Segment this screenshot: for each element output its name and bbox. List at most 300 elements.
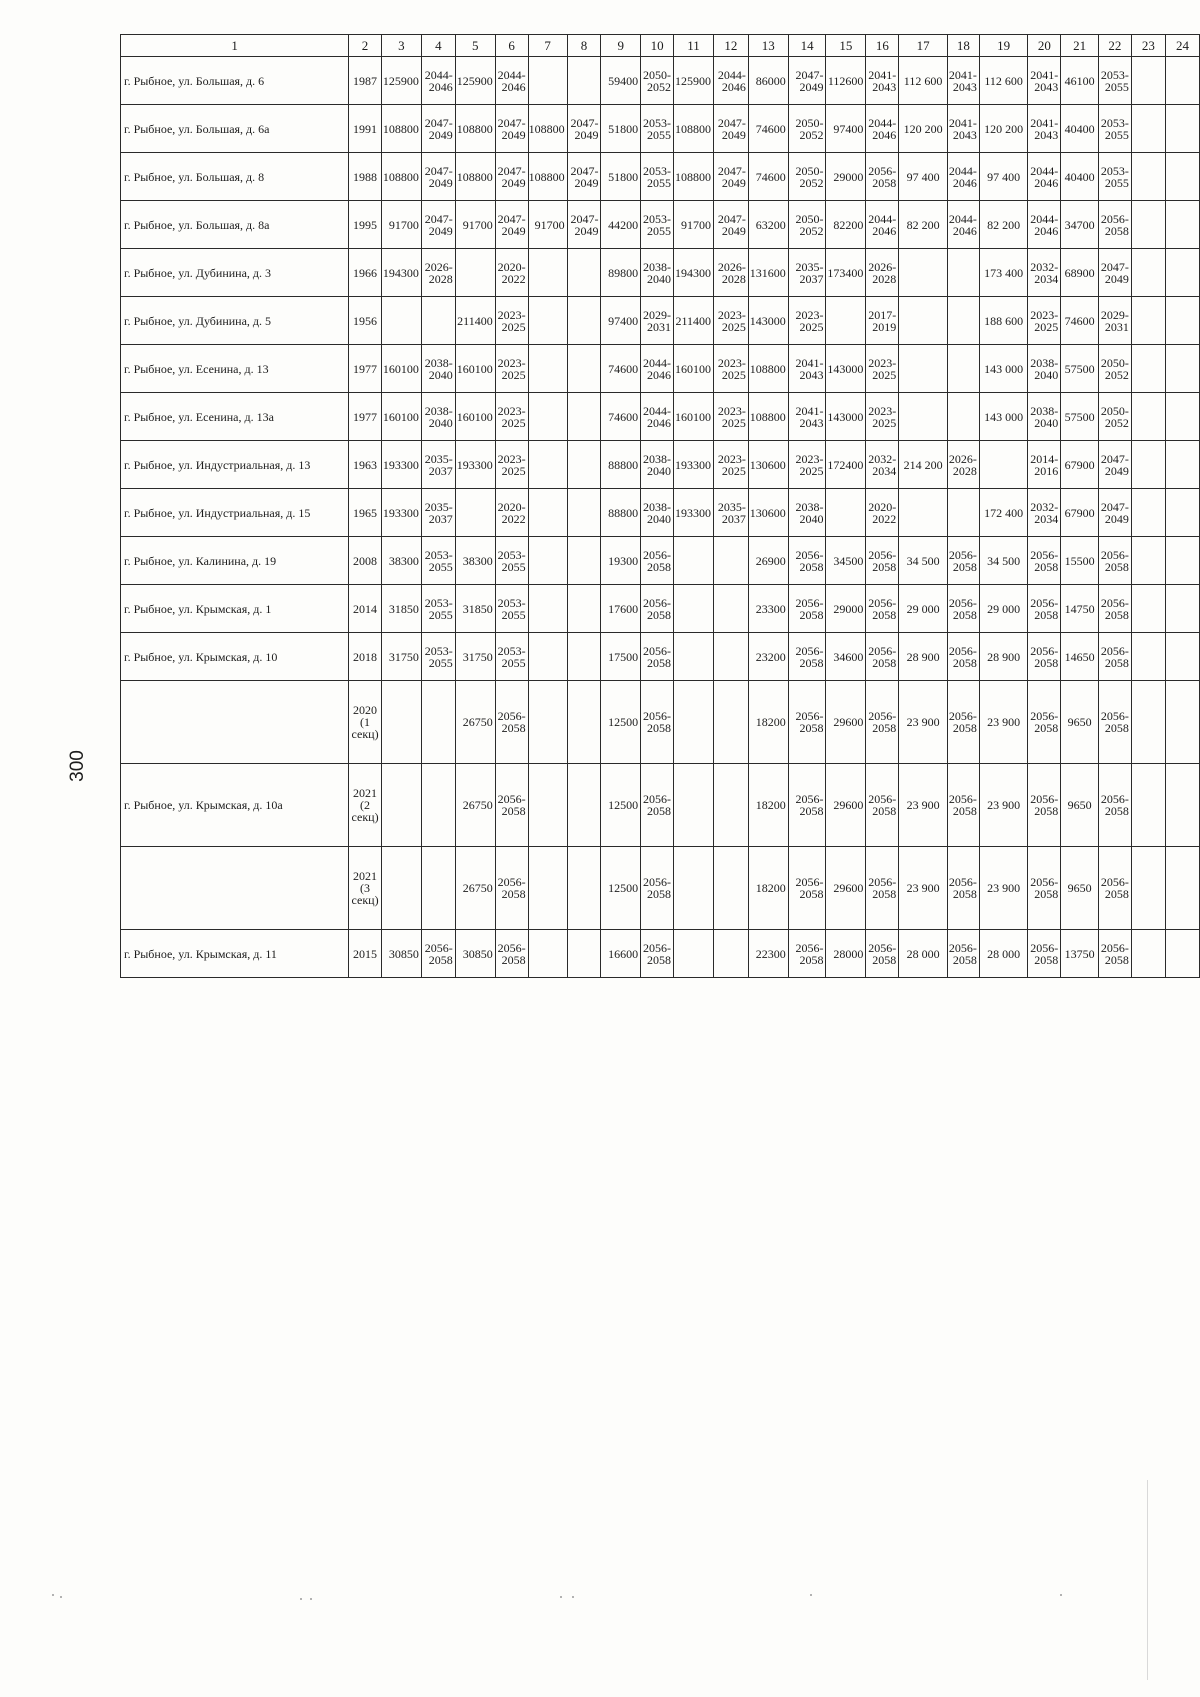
table-row bbox=[121, 537, 1200, 585]
cell-c19: 28 000 bbox=[979, 930, 1028, 978]
column-number-17: 17 bbox=[899, 35, 948, 57]
cell-c19: 120 200 bbox=[979, 105, 1028, 153]
address-text: г. Рыбное, ул. Большая, д. 6а bbox=[124, 121, 270, 136]
cell-c8 bbox=[567, 345, 601, 393]
address-text: г. Рыбное, ул. Есенина, д. 13 bbox=[124, 361, 269, 376]
cell-c9: 12500 bbox=[601, 681, 641, 764]
cell-c22: 2056-2058 bbox=[1098, 633, 1131, 681]
cell-c12: 2047-2049 bbox=[714, 153, 749, 201]
cell-c9: 51800 bbox=[601, 105, 641, 153]
cell-c21: 9650 bbox=[1061, 847, 1099, 930]
cell-c11 bbox=[674, 633, 714, 681]
cell-c24 bbox=[1165, 847, 1199, 930]
cell-c7 bbox=[528, 489, 567, 537]
cell-c13: 130600 bbox=[748, 441, 788, 489]
cell-year: 1965 bbox=[349, 489, 382, 537]
address-text: г. Рыбное, ул. Есенина, д. 13а bbox=[124, 409, 274, 424]
cell-c17 bbox=[899, 345, 948, 393]
cell-c8 bbox=[567, 633, 601, 681]
column-number-7: 7 bbox=[528, 35, 567, 57]
address-text: г. Рыбное, ул. Большая, д. 8 bbox=[124, 169, 265, 184]
cell-c14: 2056-2058 bbox=[788, 585, 826, 633]
cell-year: 1995 bbox=[349, 201, 382, 249]
cell-c12 bbox=[714, 764, 749, 847]
column-number-19: 19 bbox=[979, 35, 1028, 57]
cell-c18: 2044-2046 bbox=[947, 153, 979, 201]
cell-c15 bbox=[826, 489, 866, 537]
cell-c13: 130600 bbox=[748, 489, 788, 537]
cell-c19: 28 900 bbox=[979, 633, 1028, 681]
cell-c13: 86000 bbox=[748, 57, 788, 105]
cell-c6: 2053-2055 bbox=[495, 633, 528, 681]
cell-c5: 211400 bbox=[455, 297, 495, 345]
cell-c17 bbox=[899, 489, 948, 537]
cell-c5 bbox=[455, 489, 495, 537]
address-text: г. Рыбное, ул. Крымская, д. 10 bbox=[124, 649, 278, 664]
cell-year: 2021 (2 секц) bbox=[349, 764, 382, 847]
cell-c21: 9650 bbox=[1061, 764, 1099, 847]
cell-c16: 2044-2046 bbox=[866, 105, 899, 153]
cell-c7 bbox=[528, 847, 567, 930]
table-row bbox=[121, 764, 1200, 847]
cell-c19: 97 400 bbox=[979, 153, 1028, 201]
cell-c11: 91700 bbox=[674, 201, 714, 249]
cell-c11: 108800 bbox=[674, 153, 714, 201]
cell-c16: 2056-2058 bbox=[866, 764, 899, 847]
cell-c13: 22300 bbox=[748, 930, 788, 978]
cell-c5: 125900 bbox=[455, 57, 495, 105]
cell-c5: 91700 bbox=[455, 201, 495, 249]
cell-c10: 2053-2055 bbox=[641, 201, 674, 249]
cell-c3: 31850 bbox=[381, 585, 421, 633]
cell-c9: 88800 bbox=[601, 441, 641, 489]
cell-c4: 2038-2040 bbox=[421, 345, 455, 393]
cell-c3: 194300 bbox=[381, 249, 421, 297]
cell-c21: 9650 bbox=[1061, 681, 1099, 764]
cell-c20: 2056-2058 bbox=[1028, 633, 1061, 681]
cell-c22: 2056-2058 bbox=[1098, 537, 1131, 585]
cell-c3: 91700 bbox=[381, 201, 421, 249]
cell-c18: 2056-2058 bbox=[947, 585, 979, 633]
cell-c18: 2056-2058 bbox=[947, 847, 979, 930]
cell-c16: 2044-2046 bbox=[866, 201, 899, 249]
cell-c22: 2047-2049 bbox=[1098, 489, 1131, 537]
cell-c15: 29600 bbox=[826, 681, 866, 764]
table-row bbox=[121, 57, 1200, 105]
column-number-3: 3 bbox=[381, 35, 421, 57]
cell-c19 bbox=[979, 441, 1028, 489]
cell-c18 bbox=[947, 489, 979, 537]
cell-c7 bbox=[528, 441, 567, 489]
cell-c8: 2047-2049 bbox=[567, 201, 601, 249]
cell-c10: 2029-2031 bbox=[641, 297, 674, 345]
cell-c14: 2041-2043 bbox=[788, 393, 826, 441]
cell-c13: 26900 bbox=[748, 537, 788, 585]
cell-c17 bbox=[899, 393, 948, 441]
cell-c24 bbox=[1165, 930, 1199, 978]
cell-c17: 28 000 bbox=[899, 930, 948, 978]
cell-c6: 2023-2025 bbox=[495, 441, 528, 489]
cell-c24 bbox=[1165, 633, 1199, 681]
cell-c5: 108800 bbox=[455, 105, 495, 153]
cell-c14: 2047-2049 bbox=[788, 57, 826, 105]
cell-c11: 193300 bbox=[674, 441, 714, 489]
cell-c8 bbox=[567, 489, 601, 537]
address-text: г. Рыбное, ул. Калинина, д. 19 bbox=[124, 553, 277, 568]
column-number-4: 4 bbox=[421, 35, 455, 57]
column-number-1: 1 bbox=[121, 35, 349, 57]
cell-c13: 18200 bbox=[748, 681, 788, 764]
cell-c22: 2053-2055 bbox=[1098, 153, 1131, 201]
address-cell bbox=[121, 345, 349, 393]
cell-c6: 2023-2025 bbox=[495, 297, 528, 345]
cell-c6: 2056-2058 bbox=[495, 847, 528, 930]
cell-c19: 188 600 bbox=[979, 297, 1028, 345]
cell-c21: 46100 bbox=[1061, 57, 1099, 105]
cell-c19: 23 900 bbox=[979, 847, 1028, 930]
cell-c16: 2041-2043 bbox=[866, 57, 899, 105]
cell-c9: 59400 bbox=[601, 57, 641, 105]
cell-year: 1966 bbox=[349, 249, 382, 297]
cell-c9: 19300 bbox=[601, 537, 641, 585]
cell-c5: 160100 bbox=[455, 345, 495, 393]
cell-c22: 2056-2058 bbox=[1098, 847, 1131, 930]
cell-c4: 2047-2049 bbox=[421, 153, 455, 201]
cell-c9: 51800 bbox=[601, 153, 641, 201]
cell-c13: 74600 bbox=[748, 153, 788, 201]
cell-c16: 2056-2058 bbox=[866, 153, 899, 201]
cell-c22: 2056-2058 bbox=[1098, 681, 1131, 764]
cell-year: 1977 bbox=[349, 393, 382, 441]
cell-c11 bbox=[674, 537, 714, 585]
cell-c12: 2023-2025 bbox=[714, 345, 749, 393]
cell-c23 bbox=[1131, 681, 1165, 764]
cell-c24 bbox=[1165, 105, 1199, 153]
cell-c22: 2056-2058 bbox=[1098, 201, 1131, 249]
cell-c15: 143000 bbox=[826, 393, 866, 441]
table-row bbox=[121, 633, 1200, 681]
cell-c17 bbox=[899, 297, 948, 345]
cell-c19: 143 000 bbox=[979, 345, 1028, 393]
cell-c18 bbox=[947, 297, 979, 345]
cell-c24 bbox=[1165, 57, 1199, 105]
cell-c5: 26750 bbox=[455, 764, 495, 847]
cell-c21: 14750 bbox=[1061, 585, 1099, 633]
cell-c20: 2032-2034 bbox=[1028, 249, 1061, 297]
cell-c18: 2056-2058 bbox=[947, 633, 979, 681]
cell-c17: 23 900 bbox=[899, 847, 948, 930]
cell-c4: 2035-2037 bbox=[421, 489, 455, 537]
cell-c15: 173400 bbox=[826, 249, 866, 297]
column-number-8: 8 bbox=[567, 35, 601, 57]
cell-c15: 34500 bbox=[826, 537, 866, 585]
cell-c24 bbox=[1165, 201, 1199, 249]
cell-c11: 211400 bbox=[674, 297, 714, 345]
address-text: г. Рыбное, ул. Индустриальная, д. 13 bbox=[124, 457, 311, 472]
address-text: г. Рыбное, ул. Большая, д. 8а bbox=[124, 217, 270, 232]
cell-c23 bbox=[1131, 153, 1165, 201]
cell-c14: 2056-2058 bbox=[788, 633, 826, 681]
cell-c6: 2053-2055 bbox=[495, 585, 528, 633]
column-number-11: 11 bbox=[674, 35, 714, 57]
cell-c11: 160100 bbox=[674, 393, 714, 441]
cell-c17: 120 200 bbox=[899, 105, 948, 153]
column-number-16: 16 bbox=[866, 35, 899, 57]
cell-c20: 2014-2016 bbox=[1028, 441, 1061, 489]
cell-c23 bbox=[1131, 249, 1165, 297]
cell-c4 bbox=[421, 681, 455, 764]
cell-c20: 2041-2043 bbox=[1028, 105, 1061, 153]
cell-c21: 14650 bbox=[1061, 633, 1099, 681]
cell-c7 bbox=[528, 633, 567, 681]
cell-c13: 23300 bbox=[748, 585, 788, 633]
cell-c20: 2038-2040 bbox=[1028, 393, 1061, 441]
cell-c7 bbox=[528, 930, 567, 978]
address-cell bbox=[121, 105, 349, 153]
cell-c10: 2053-2055 bbox=[641, 153, 674, 201]
cell-c12: 2047-2049 bbox=[714, 201, 749, 249]
cell-c10: 2038-2040 bbox=[641, 441, 674, 489]
cell-c12: 2023-2025 bbox=[714, 393, 749, 441]
cell-c3: 125900 bbox=[381, 57, 421, 105]
table-row bbox=[121, 847, 1200, 930]
table-row bbox=[121, 345, 1200, 393]
cell-c13: 108800 bbox=[748, 393, 788, 441]
cell-c16: 2020-2022 bbox=[866, 489, 899, 537]
cell-c13: 23200 bbox=[748, 633, 788, 681]
cell-c23 bbox=[1131, 633, 1165, 681]
cell-c5: 193300 bbox=[455, 441, 495, 489]
cell-year: 1988 bbox=[349, 153, 382, 201]
address-cell bbox=[121, 57, 349, 105]
address-cell bbox=[121, 249, 349, 297]
cell-c9: 12500 bbox=[601, 847, 641, 930]
cell-c3: 193300 bbox=[381, 441, 421, 489]
cell-year: 2015 bbox=[349, 930, 382, 978]
cell-year: 1977 bbox=[349, 345, 382, 393]
cell-c8 bbox=[567, 249, 601, 297]
cell-c5: 31750 bbox=[455, 633, 495, 681]
cell-c6: 2047-2049 bbox=[495, 153, 528, 201]
cell-c23 bbox=[1131, 393, 1165, 441]
cell-year: 2021 (3 секц) bbox=[349, 847, 382, 930]
cell-year: 1987 bbox=[349, 57, 382, 105]
cell-c14: 2056-2058 bbox=[788, 930, 826, 978]
cell-c14: 2041-2043 bbox=[788, 345, 826, 393]
cell-c15: 28000 bbox=[826, 930, 866, 978]
cell-c17: 214 200 bbox=[899, 441, 948, 489]
cell-c22: 2056-2058 bbox=[1098, 764, 1131, 847]
cell-c10: 2044-2046 bbox=[641, 393, 674, 441]
cell-c3: 108800 bbox=[381, 105, 421, 153]
cell-c18 bbox=[947, 249, 979, 297]
cell-c16: 2056-2058 bbox=[866, 633, 899, 681]
cell-c24 bbox=[1165, 585, 1199, 633]
column-number-21: 21 bbox=[1061, 35, 1099, 57]
cell-c14: 2056-2058 bbox=[788, 537, 826, 585]
cell-year: 2018 bbox=[349, 633, 382, 681]
cell-c12: 2035-2037 bbox=[714, 489, 749, 537]
cell-c22: 2053-2055 bbox=[1098, 57, 1131, 105]
cell-c11 bbox=[674, 930, 714, 978]
cell-c5: 38300 bbox=[455, 537, 495, 585]
table-row bbox=[121, 441, 1200, 489]
cell-c24 bbox=[1165, 764, 1199, 847]
cell-c20: 2038-2040 bbox=[1028, 345, 1061, 393]
cell-c17: 28 900 bbox=[899, 633, 948, 681]
cell-c18: 2056-2058 bbox=[947, 681, 979, 764]
cell-c5: 160100 bbox=[455, 393, 495, 441]
cell-c20: 2044-2046 bbox=[1028, 153, 1061, 201]
cell-c22: 2029-2031 bbox=[1098, 297, 1131, 345]
cell-c15: 172400 bbox=[826, 441, 866, 489]
cell-c21: 57500 bbox=[1061, 345, 1099, 393]
cell-c8 bbox=[567, 585, 601, 633]
cell-c13: 131600 bbox=[748, 249, 788, 297]
cell-c7 bbox=[528, 345, 567, 393]
cell-c11: 125900 bbox=[674, 57, 714, 105]
cell-c15 bbox=[826, 297, 866, 345]
cell-c8 bbox=[567, 930, 601, 978]
cell-c20: 2023-2025 bbox=[1028, 297, 1061, 345]
column-number-6: 6 bbox=[495, 35, 528, 57]
cell-c3: 38300 bbox=[381, 537, 421, 585]
cell-c7: 108800 bbox=[528, 105, 567, 153]
cell-c18 bbox=[947, 345, 979, 393]
cell-c8 bbox=[567, 681, 601, 764]
cell-c11 bbox=[674, 585, 714, 633]
column-number-18: 18 bbox=[947, 35, 979, 57]
cell-c5: 30850 bbox=[455, 930, 495, 978]
cell-c16: 2023-2025 bbox=[866, 345, 899, 393]
cell-c13: 108800 bbox=[748, 345, 788, 393]
cell-c14: 2056-2058 bbox=[788, 764, 826, 847]
cell-c23 bbox=[1131, 105, 1165, 153]
cell-c23 bbox=[1131, 489, 1165, 537]
cell-c22: 2047-2049 bbox=[1098, 249, 1131, 297]
cell-c14: 2035-2037 bbox=[788, 249, 826, 297]
cell-c23 bbox=[1131, 585, 1165, 633]
cell-c14: 2050-2052 bbox=[788, 105, 826, 153]
address-text: г. Рыбное, ул. Большая, д. 6 bbox=[124, 73, 265, 88]
cell-c20: 2056-2058 bbox=[1028, 681, 1061, 764]
cell-c11 bbox=[674, 847, 714, 930]
cell-c6: 2056-2058 bbox=[495, 681, 528, 764]
cell-c20: 2056-2058 bbox=[1028, 537, 1061, 585]
cell-c23 bbox=[1131, 930, 1165, 978]
cell-c3: 30850 bbox=[381, 930, 421, 978]
cell-c16: 2026-2028 bbox=[866, 249, 899, 297]
cell-c21: 57500 bbox=[1061, 393, 1099, 441]
cell-c6: 2023-2025 bbox=[495, 393, 528, 441]
cell-c8 bbox=[567, 297, 601, 345]
cell-c10: 2038-2040 bbox=[641, 489, 674, 537]
cell-c7 bbox=[528, 393, 567, 441]
address-cell bbox=[121, 585, 349, 633]
cell-c3 bbox=[381, 764, 421, 847]
cell-c21: 74600 bbox=[1061, 297, 1099, 345]
cell-c24 bbox=[1165, 537, 1199, 585]
address-text: г. Рыбное, ул. Крымская, д. 1 bbox=[124, 601, 272, 616]
cell-c23 bbox=[1131, 57, 1165, 105]
cell-c16: 2056-2058 bbox=[866, 847, 899, 930]
address-cell bbox=[121, 847, 349, 930]
address-text: г. Рыбное, ул. Дубинина, д. 3 bbox=[124, 265, 272, 280]
cell-c10: 2056-2058 bbox=[641, 764, 674, 847]
cell-c24 bbox=[1165, 249, 1199, 297]
cell-c9: 89800 bbox=[601, 249, 641, 297]
table-row bbox=[121, 105, 1200, 153]
column-number-23: 23 bbox=[1131, 35, 1165, 57]
cell-c8: 2047-2049 bbox=[567, 105, 601, 153]
cell-c21: 15500 bbox=[1061, 537, 1099, 585]
cell-c11: 108800 bbox=[674, 105, 714, 153]
table-row bbox=[121, 585, 1200, 633]
cell-c5: 31850 bbox=[455, 585, 495, 633]
cell-c20: 2044-2046 bbox=[1028, 201, 1061, 249]
cell-c9: 74600 bbox=[601, 345, 641, 393]
cell-c15: 34600 bbox=[826, 633, 866, 681]
cell-c19: 82 200 bbox=[979, 201, 1028, 249]
cell-c6: 2056-2058 bbox=[495, 764, 528, 847]
cell-c21: 40400 bbox=[1061, 153, 1099, 201]
cell-c19: 34 500 bbox=[979, 537, 1028, 585]
cell-c5 bbox=[455, 249, 495, 297]
cell-c18: 2041-2043 bbox=[947, 105, 979, 153]
cell-c9: 17600 bbox=[601, 585, 641, 633]
cell-c5: 26750 bbox=[455, 681, 495, 764]
cell-c20: 2056-2058 bbox=[1028, 585, 1061, 633]
column-number-24: 24 bbox=[1165, 35, 1199, 57]
cell-c4: 2047-2049 bbox=[421, 201, 455, 249]
cell-c7 bbox=[528, 297, 567, 345]
cell-c12: 2026-2028 bbox=[714, 249, 749, 297]
cell-c22: 2053-2055 bbox=[1098, 105, 1131, 153]
page-number: 300 bbox=[67, 750, 88, 782]
cell-c11: 160100 bbox=[674, 345, 714, 393]
cell-c12 bbox=[714, 681, 749, 764]
cell-c4: 2044-2046 bbox=[421, 57, 455, 105]
cell-c13: 63200 bbox=[748, 201, 788, 249]
cell-c11: 193300 bbox=[674, 489, 714, 537]
cell-c12: 2023-2025 bbox=[714, 441, 749, 489]
table-row bbox=[121, 297, 1200, 345]
cell-c6: 2020-2022 bbox=[495, 249, 528, 297]
cell-c23 bbox=[1131, 764, 1165, 847]
cell-c21: 34700 bbox=[1061, 201, 1099, 249]
table-row bbox=[121, 930, 1200, 978]
cell-c19: 143 000 bbox=[979, 393, 1028, 441]
cell-c4: 2053-2055 bbox=[421, 537, 455, 585]
cell-c20: 2056-2058 bbox=[1028, 930, 1061, 978]
cell-c23 bbox=[1131, 201, 1165, 249]
cell-c4: 2056-2058 bbox=[421, 930, 455, 978]
cell-c12 bbox=[714, 930, 749, 978]
cell-c9: 97400 bbox=[601, 297, 641, 345]
cell-c24 bbox=[1165, 153, 1199, 201]
capital-repair-table bbox=[120, 34, 1200, 978]
cell-c14: 2023-2025 bbox=[788, 441, 826, 489]
column-number-15: 15 bbox=[826, 35, 866, 57]
column-number-5: 5 bbox=[455, 35, 495, 57]
table-row bbox=[121, 681, 1200, 764]
cell-c4: 2053-2055 bbox=[421, 585, 455, 633]
cell-c15: 29000 bbox=[826, 585, 866, 633]
cell-c5: 26750 bbox=[455, 847, 495, 930]
cell-c18: 2026-2028 bbox=[947, 441, 979, 489]
cell-c24 bbox=[1165, 681, 1199, 764]
cell-c19: 173 400 bbox=[979, 249, 1028, 297]
